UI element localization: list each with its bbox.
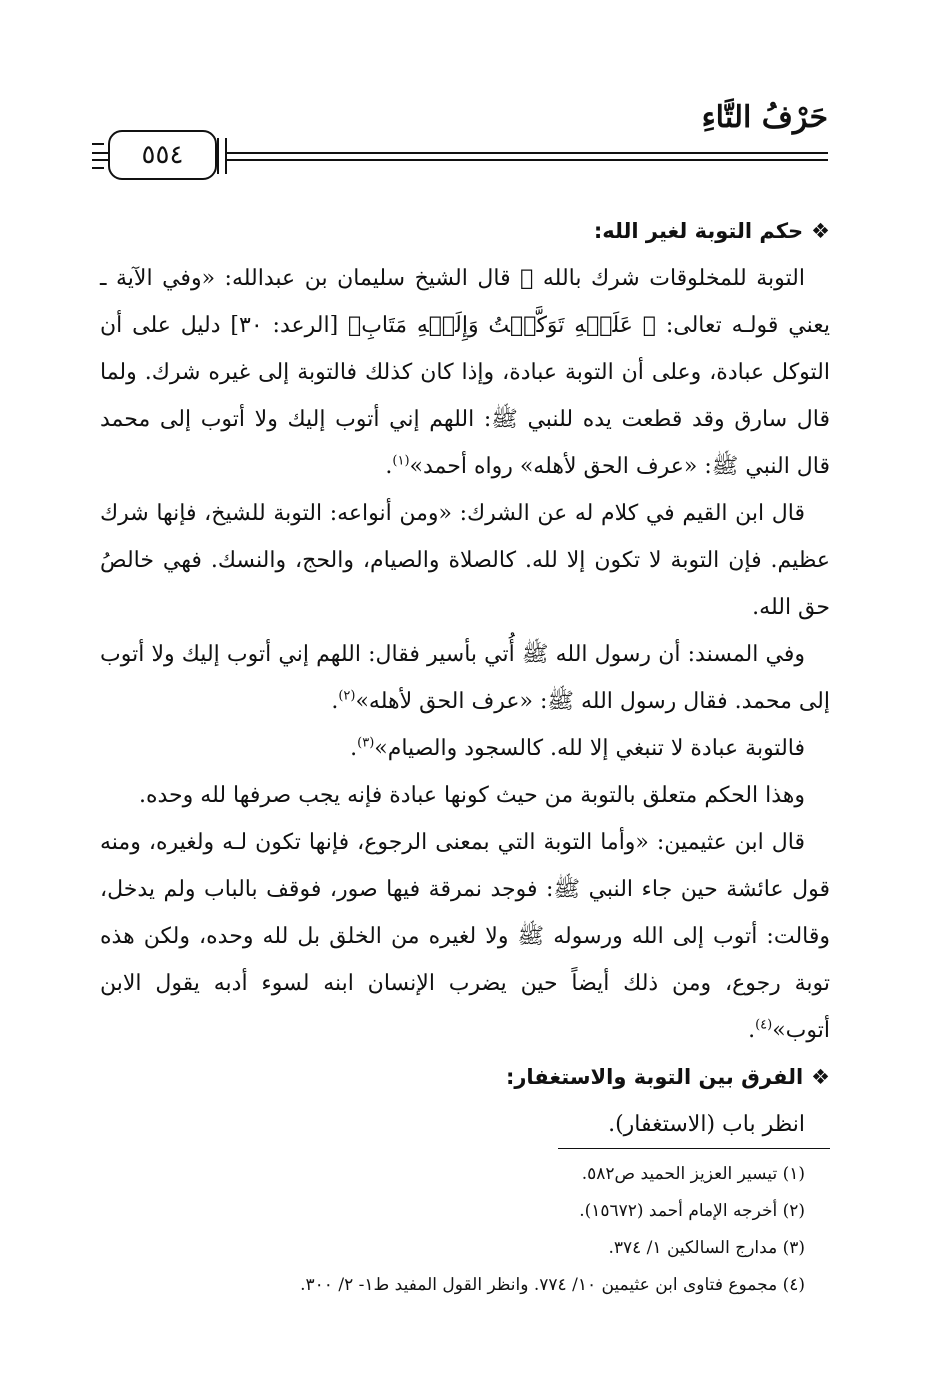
paragraph: وهذا الحكم متعلق بالتوبة من حيث كونها عبادة فإنه يجب صرفها لله وحده.	[138, 783, 805, 808]
section-heading: ❖حكم التوبة لغير الله:	[593, 219, 830, 243]
footnote: (٢) أخرجه الإمام أحمد (١٥٦٧٢).	[579, 1201, 805, 1221]
paragraph: التوبة للمخلوقات شرك بالله ﷻ قال الشيخ سليمان بن عبدالله: «وفي الآية ـ يعني قولـه تعالى: ﴿ عَلَيۡهِ تَوَكَّلۡتُ وَإِلَيۡهِ مَتَابِ﴾ [الرعد: ٣٠] دليل على أن التوكل عبادة، وعلى أن التوبة عبادة، وإذا كان كذلك فالتوبة إلى غيره شرك. ولما قال سارق وقد قطعت يده للنبي ﷺ: اللهم إني أتوب إليك ولا أتوب إلى محمد قال النبي ﷺ: «عرف الحق لأهله» رواه أحمد»$^{(١)}$.	[100, 266, 830, 479]
footnote-mark: (١)	[392, 453, 410, 469]
footnote-mark: (٣)	[357, 735, 375, 751]
footnote-mark: (٢)	[338, 688, 356, 704]
footnotes	[100, 1148, 830, 1304]
header-rule-end	[92, 143, 104, 169]
section-heading: ❖الفرق بين التوبة والاستغفار:	[505, 1065, 830, 1089]
paragraph: قال ابن عثيمين: «وأما التوبة التي بمعنى الرجوع، فإنها تكون لـه ولغيره، ومنه قول عائشة حين جاء النبي ﷺ: فوجد نمرقة فيها صور، فوقف بالباب ولم يدخل، وقالت: أتوب إلى الله ورسوله ﷺ ولا لغيره من الخلق بل لله وحده، ولكن هذه توبة رجوع، ومن ذلك أيضاً حين يضرب الإنسان ابنه لسوء أدبه يقول الابن أتوب»$^{(٤)}$.	[100, 830, 830, 1043]
page-number: ٥٥٤	[108, 130, 217, 180]
footnote: (٤) مجموع فتاوى ابن عثيمين ١٠/ ٧٧٤. وانظر القول المفيد ط١- ٢/ ٣٠٠.	[300, 1275, 805, 1295]
page-body	[100, 208, 830, 1148]
footnote: (٣) مدارج السالكين ١/ ٣٧٤.	[608, 1238, 805, 1258]
paragraph: قال ابن القيم في كلام له عن الشرك: «ومن أنواعه: التوبة للشيخ، فإنها شرك عظيم. فإن التوبة لا تكون إلا لله. كالصلاة والصيام، والحج، والنسك. فهي خالصُ حق الله.	[100, 501, 830, 620]
footnote: (١) تيسير العزيز الحميد ص٥٨٢.	[581, 1164, 805, 1184]
paragraph: انظر باب (الاستغفار).	[608, 1112, 805, 1137]
bullet-icon: ❖	[811, 219, 830, 243]
bullet-icon: ❖	[811, 1065, 830, 1089]
chapter-title: حَرْفُ التَّاءِ	[701, 100, 828, 135]
footnote-mark: (٤)	[755, 1017, 773, 1033]
paragraph: وفي المسند: أن رسول الله ﷺ أُتي بأسير فقال: اللهم إني أتوب إليك ولا أتوب إلى محمد. فقال رسول الله ﷺ: «عرف الحق لأهله»$^{(٢)}$.	[100, 642, 830, 714]
paragraph: فالتوبة عبادة لا تنبغي إلا لله. كالسجود والصيام»$^{(٣)}$.	[350, 735, 805, 761]
